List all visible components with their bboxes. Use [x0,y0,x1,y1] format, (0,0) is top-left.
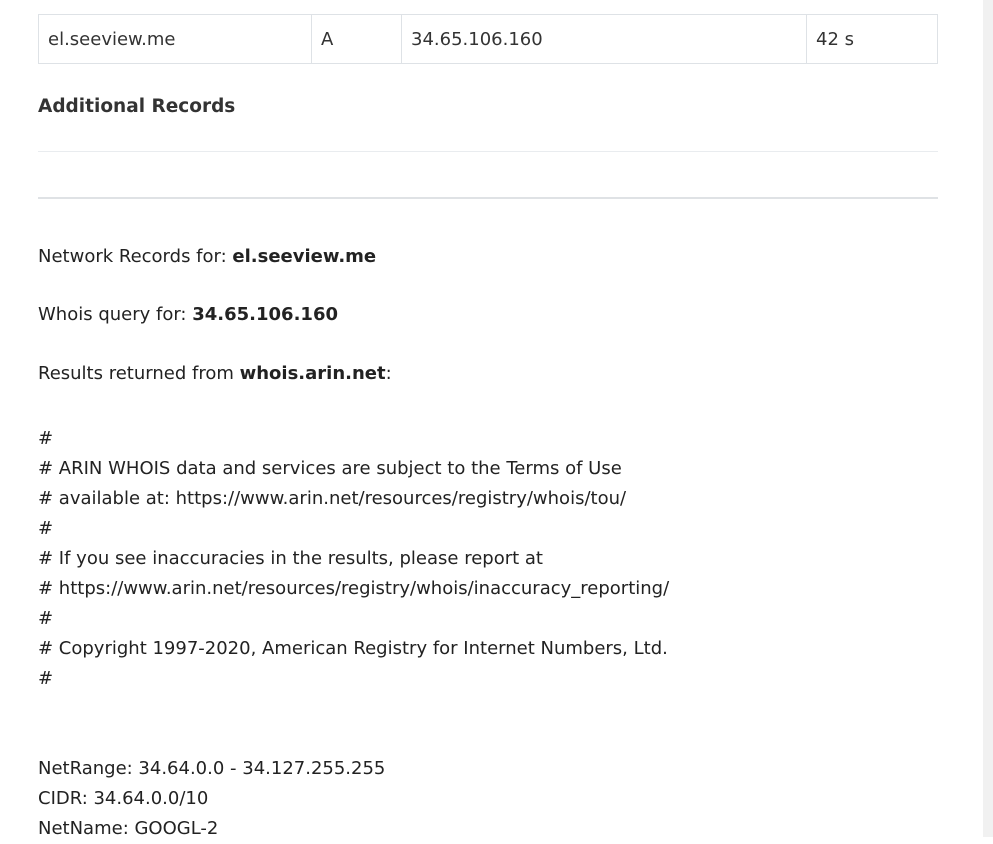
additional-records-heading: Additional Records [38,96,236,117]
whois-line [38,694,669,724]
whois-line: # [38,668,54,689]
page-scrollbar[interactable] [983,0,993,837]
dns-records-table [38,14,938,64]
whois-line: # If you see inaccuracies in the results, please report at [38,548,543,569]
results-source-suffix: : [385,363,392,384]
whois-line: CIDR: 34.64.0.0/10 [38,788,209,809]
results-source-server: whois.arin.net [239,363,386,384]
whois-line: # available at: https://www.arin.net/resources/registry/whois/tou/ [38,488,627,509]
whois-line: NetRange: 34.64.0.0 - 34.127.255.255 [38,758,386,779]
whois-line [38,724,669,754]
section-divider [38,197,938,199]
whois-query-label: Whois query for: [38,304,193,325]
whois-line: # [38,518,54,539]
whois-query-line [38,304,338,325]
record-ttl: 42 s [807,15,938,64]
whois-query-ip: 34.65.106.160 [192,304,338,325]
record-value: 34.65.106.160 [402,15,807,64]
network-records-host: el.seeview.me [232,246,377,267]
whois-line: NetName: GOOGL-2 [38,818,219,839]
results-source-line [38,363,392,384]
dns-results [38,14,938,839]
table-row [39,15,938,64]
results-source-label: Results returned from [38,363,240,384]
network-records-line [38,246,376,267]
record-type: A [312,15,402,64]
network-records-label: Network Records for: [38,246,233,267]
whois-line: # Copyright 1997-2020, American Registry for Internet Numbers, Ltd. [38,638,668,659]
whois-line: # [38,608,54,629]
divider [38,151,938,152]
whois-output [38,424,669,844]
whois-line: # [38,428,54,449]
whois-line: # ARIN WHOIS data and services are subject to the Terms of Use [38,458,622,479]
record-host: el.seeview.me [39,15,312,64]
whois-line: # https://www.arin.net/resources/registry/whois/inaccuracy_reporting/ [38,578,670,599]
